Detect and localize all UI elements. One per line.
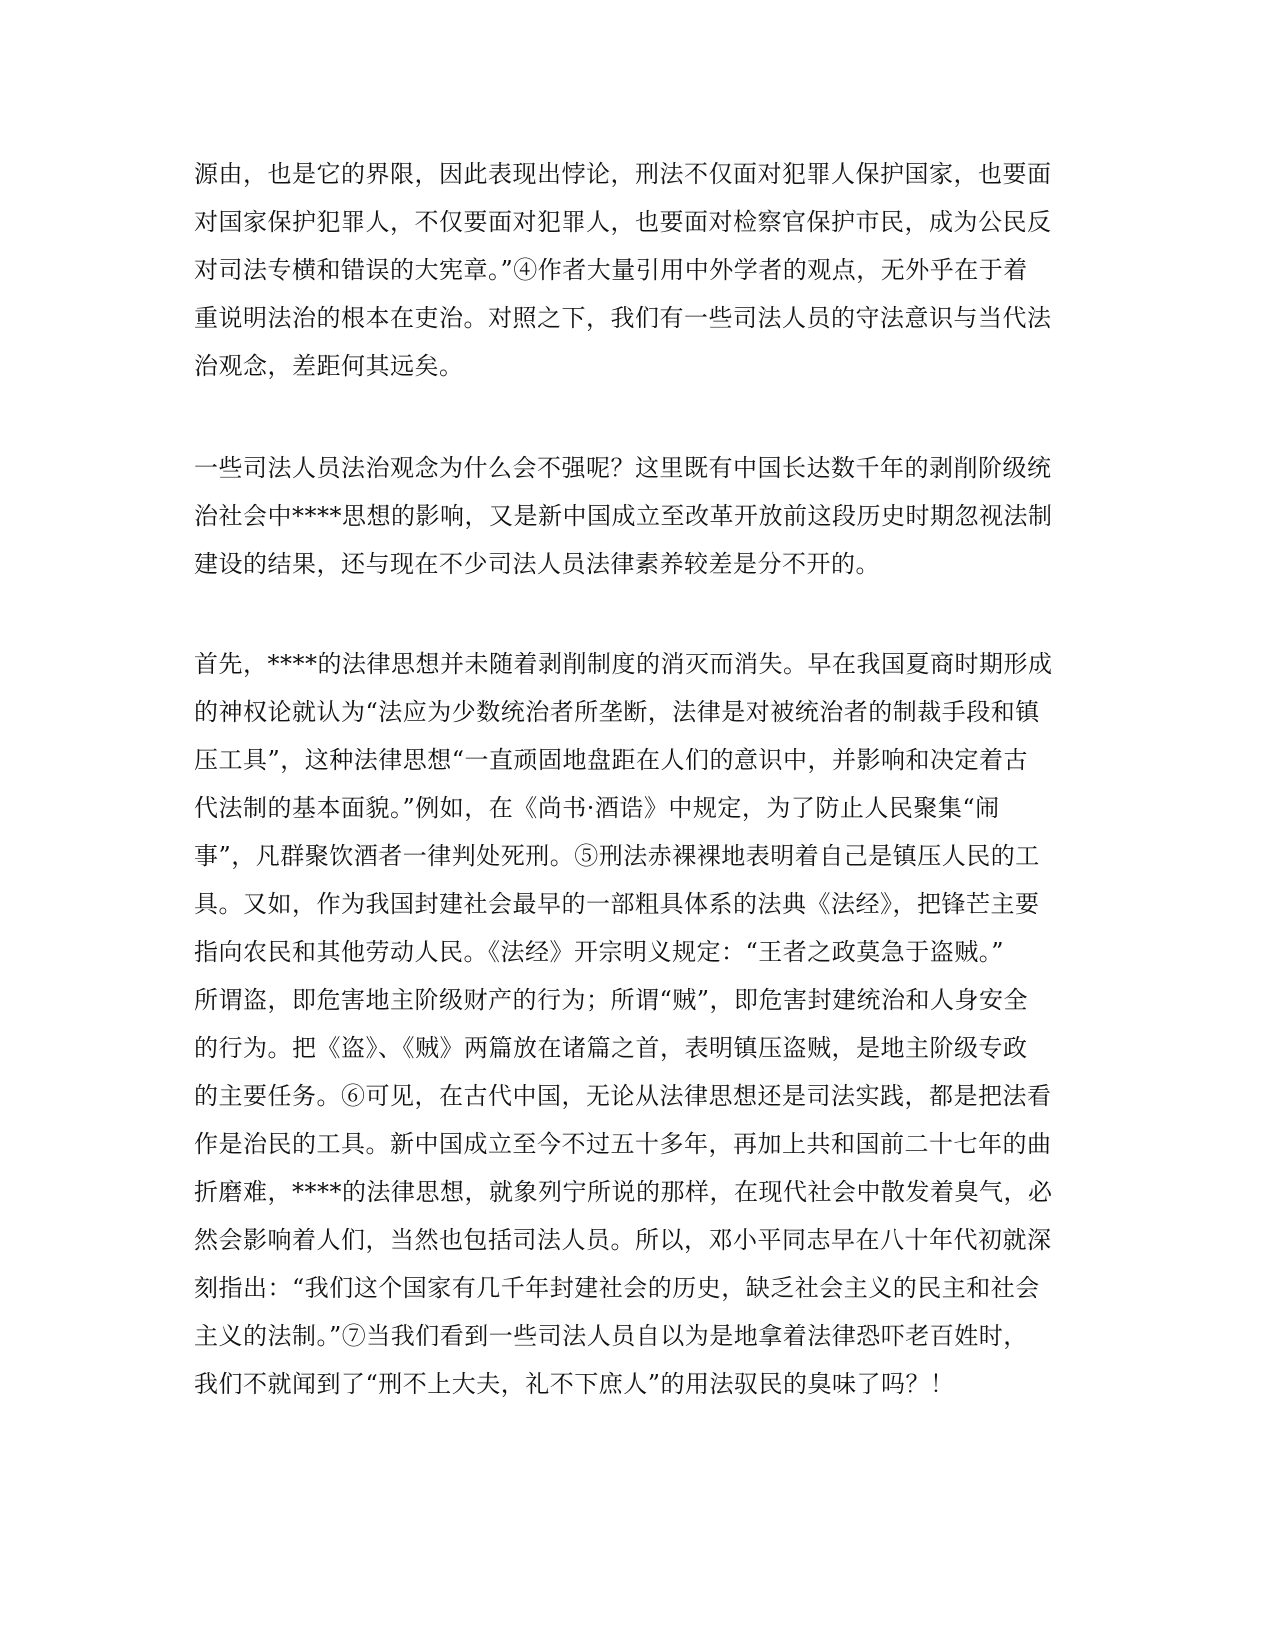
text-line: 重说明法治的根本在吏治。对照之下，我们有一些司法人员的守法意识与当代法 (194, 304, 1052, 332)
text-line: 治观念，差距何其远矣。 (194, 352, 464, 380)
text-line: 折磨难，****的法律思想，就象列宁所说的那样，在现代社会中散发着臭气，必 (194, 1178, 1053, 1206)
text-line: 的神权论就认为“法应为少数统治者所垄断，法律是对被统治者的制裁手段和镇 (194, 698, 1040, 726)
paragraph-3 (194, 640, 1074, 1408)
text-line: 的主要任务。⑥可见，在古代中国，无论从法律思想还是司法实践，都是把法看 (194, 1082, 1052, 1110)
text-line: 源由，也是它的界限，因此表现出悖论，刑法不仅面对犯罪人保护国家，也要面 (194, 160, 1052, 188)
text-line: 治社会中****思想的影响，又是新中国成立至改革开放前这段历史时期忽视法制 (194, 502, 1053, 530)
text-line: 作是治民的工具。新中国成立至今不过五十多年，再加上共和国前二十七年的曲 (194, 1130, 1052, 1158)
text-line: 首先，****的法律思想并未随着剥削制度的消灭而消失。早在我国夏商时期形成 (194, 650, 1053, 678)
text-line: 的行为。把《盗》、《贼》两篇放在诸篇之首，表明镇压盗贼，是地主阶级专政 (194, 1034, 1028, 1062)
text-line: 压工具”，这种法律思想“一直顽固地盘距在人们的意识中，并影响和决定着古 (194, 746, 1029, 774)
text-line: 代法制的基本面貌。”例如，在《尚书·酒诰》中规定，为了防止人民聚集“闹 (194, 794, 1000, 822)
text-line: 所谓盗，即危害地主阶级财产的行为；所谓“贼”，即危害封建统治和人身安全 (194, 986, 1029, 1014)
text-line: 主义的法制。”⑦当我们看到一些司法人员自以为是地拿着法律恐吓老百姓时， (194, 1322, 1028, 1350)
paragraph-1 (194, 150, 1074, 390)
text-line: 具。又如，作为我国封建社会最早的一部粗具体系的法典《法经》，把锋芒主要 (194, 890, 1040, 918)
text-line: 对司法专横和错误的大宪章。”④作者大量引用中外学者的观点，无外乎在于着 (194, 256, 1028, 284)
text-line: 我们不就闻到了“刑不上大夫，礼不下庶人”的用法驭民的臭味了吗？！ (194, 1370, 955, 1398)
text-line: 建设的结果，还与现在不少司法人员法律素养较差是分不开的。 (194, 550, 880, 578)
paragraph-2 (194, 444, 1074, 588)
text-line: 事”，凡群聚饮酒者一律判处死刑。⑤刑法赤裸裸地表明着自己是镇压人民的工 (194, 842, 1040, 870)
text-line: 一些司法人员法治观念为什么会不强呢？这里既有中国长达数千年的剥削阶级统 (194, 454, 1052, 482)
text-line: 刻指出：“我们这个国家有几千年封建社会的历史，缺乏社会主义的民主和社会 (194, 1274, 1040, 1302)
text-line: 对国家保护犯罪人，不仅要面对犯罪人，也要面对检察官保护市民，成为公民反 (194, 208, 1052, 236)
text-line: 指向农民和其他劳动人民。《法经》开宗明义规定：“王者之政莫急于盗贼。” (194, 938, 1005, 966)
text-line: 然会影响着人们，当然也包括司法人员。所以，邓小平同志早在八十年代初就深 (194, 1226, 1052, 1254)
